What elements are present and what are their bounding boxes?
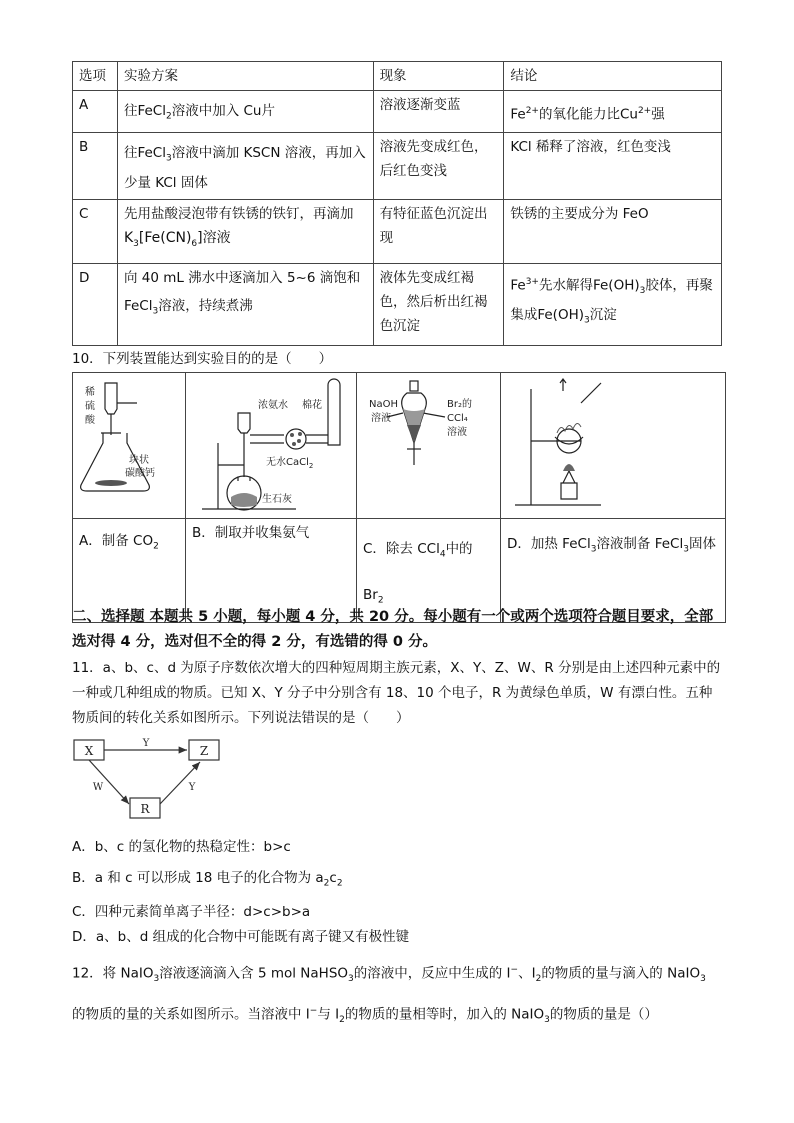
label-cacl2: 无水CaCl$_2$ xyxy=(266,457,314,470)
row-conclusion: $Fe^{3+}$先水解得$Fe(OH)_3$胶体，再聚集成$Fe(OH)_3$沉淀 xyxy=(504,264,722,346)
label-br2: Br₂的 xyxy=(447,399,472,410)
q11-option-c: C．四种元素简单离子半径：d>c>b>a xyxy=(72,904,311,920)
q11-option-b: B．a 和 c 可以形成 18 电子的化合物为 $a_2c_2$ xyxy=(72,870,343,889)
table-row xyxy=(73,133,722,200)
option-a: A．制备 $CO_2$ xyxy=(73,519,186,623)
label-ccl4: CCl₄ xyxy=(447,413,468,424)
edge-label-w: W xyxy=(92,782,104,793)
node-r: R xyxy=(140,802,150,816)
q11-transformation-diagram xyxy=(72,734,222,826)
figure-d-cell xyxy=(501,373,726,519)
co2-apparatus-figure xyxy=(73,373,185,518)
stopper-icon xyxy=(410,381,418,391)
apparatus-figure-row xyxy=(73,373,726,519)
dropping-funnel-icon xyxy=(105,383,117,414)
row-conclusion: KCl 稀释了溶液，红色变浅 xyxy=(504,133,722,200)
row-conclusion: $Fe^{2+}$的氧化能力比$Cu^{2+}$强 xyxy=(504,91,722,133)
option-c: C．除去 CCl$_4$中的 $Br_2$ xyxy=(357,519,501,623)
row-phenomenon: 有特征蓝色沉淀出现 xyxy=(373,200,504,264)
label-sulfuric: 硫 xyxy=(85,401,95,412)
dropping-funnel-icon xyxy=(238,413,250,433)
row-option: D xyxy=(73,264,118,346)
q10-stem: 10．下列装置能达到实验目的的是（ ） xyxy=(72,351,333,367)
figure-b-cell xyxy=(186,373,357,519)
header-option: 选项 xyxy=(73,62,118,91)
label-br2-solution: 溶液 xyxy=(447,427,467,438)
figure-a-cell xyxy=(73,373,186,519)
label-ammonia-water: 浓氨水 xyxy=(258,400,288,411)
q11-option-a: A．b、c 的氢化物的热稳定性：b>c xyxy=(72,839,291,855)
ammonia-apparatus-figure xyxy=(186,373,356,518)
label-dilute: 稀 xyxy=(85,387,95,398)
separatory-funnel-figure xyxy=(357,373,500,518)
header-conclusion: 结论 xyxy=(504,62,722,91)
row-option: B xyxy=(73,133,118,200)
row-option: A xyxy=(73,91,118,133)
drying-tube-icon xyxy=(286,429,306,449)
collection-tube-icon xyxy=(328,379,340,445)
figure-c-cell xyxy=(357,373,501,519)
label-naoh: NaOH xyxy=(369,399,398,410)
arrow-up-icon xyxy=(560,379,566,391)
q12-line-2: 的物质的量的关系如图所示。当溶液中 I−与 $I_2$的物质的量相等时，加入的 NaIO$_3$的物质的量是（） xyxy=(72,1006,658,1026)
apparatus-table xyxy=(72,372,726,623)
row-phenomenon: 溶液逐渐变蓝 xyxy=(373,91,504,133)
node-z: Z xyxy=(199,744,209,758)
label-acid: 酸 xyxy=(85,415,95,426)
table-row xyxy=(73,91,722,133)
row-conclusion: 铁锈的主要成分为 FeO xyxy=(504,200,722,264)
edge-label-y1: Y xyxy=(142,738,150,749)
row-plan: 往FeCl$_2$溶液中加入 Cu片 xyxy=(117,91,373,133)
label-naoh-solution: 溶液 xyxy=(371,413,391,424)
q11-stem: 11．a、b、c、d 为原子序数依次增大的四种短周期主族元素，X、Y、Z、W、R 分别是由上述四种元素中的一种或几种组成的物质。已知 X、Y 分子中分别含有 18、10 个电子，R 为黄绿色单质，W 有漂白性。五种物质间的转化关系如图所示。下列说法错误的是（ ） xyxy=(72,660,721,726)
option-d: D．加热 FeCl$_3$溶液制备 FeCl$_3$固体 xyxy=(501,519,726,623)
header-plan: 实验方案 xyxy=(117,62,373,91)
row-phenomenon: 液体先变成红褐色，然后析出红褐色沉淀 xyxy=(373,264,504,346)
label-caco3: 碳酸钙 xyxy=(125,468,155,479)
q11-option-d: D．a、b、d 组成的化合物中可能既有离子键又有极性键 xyxy=(72,929,410,945)
row-option: C xyxy=(73,200,118,264)
table-row xyxy=(73,264,722,346)
glass-rod-icon xyxy=(581,383,601,403)
alcohol-lamp-icon xyxy=(561,471,577,499)
label-solid: 块状 xyxy=(129,455,149,466)
option-b: B．制取并收集氨气 xyxy=(186,519,357,623)
edge-label-y2: Y xyxy=(188,782,196,793)
row-phenomenon: 溶液先变成红色，后红色变浅 xyxy=(373,133,504,200)
experiment-table xyxy=(72,61,722,346)
row-plan: 往FeCl$_3$溶液中滴加 KSCN 溶液，再加入少量 KCl 固体 xyxy=(117,133,373,200)
header-phenomenon: 现象 xyxy=(373,62,504,91)
table-header-row xyxy=(73,62,722,91)
evaporation-figure xyxy=(501,373,725,518)
node-x: X xyxy=(84,744,94,758)
label-quicklime: 生石灰 xyxy=(262,494,292,505)
label-cotton: 棉花 xyxy=(302,400,322,411)
q12-line-1: 12．将 NaIO$_3$溶液逐滴滴入含 5 mol NaHSO$_3$的溶液中，反应中生成的 I−、$I_2$的物质的量与滴入的 NaIO$_3$ xyxy=(72,965,706,985)
section-heading: 二、选择题 本题共 5 小题，每小题 4 分，共 20 分。每小题有一个或两个选项符合题目要求，全部选对得 4 分，选对但不全的得 2 分，有选错的得 0 分。 xyxy=(72,609,714,650)
row-plan: 先用盐酸浸泡带有铁锈的铁钉，再滴加 $K_3[Fe(CN)_6]$溶液 xyxy=(117,200,373,264)
table-row xyxy=(73,200,722,264)
row-plan: 向 40 mL 沸水中逐滴加入 5~6 滴饱和 FeCl$_3$溶液，持续煮沸 xyxy=(117,264,373,346)
